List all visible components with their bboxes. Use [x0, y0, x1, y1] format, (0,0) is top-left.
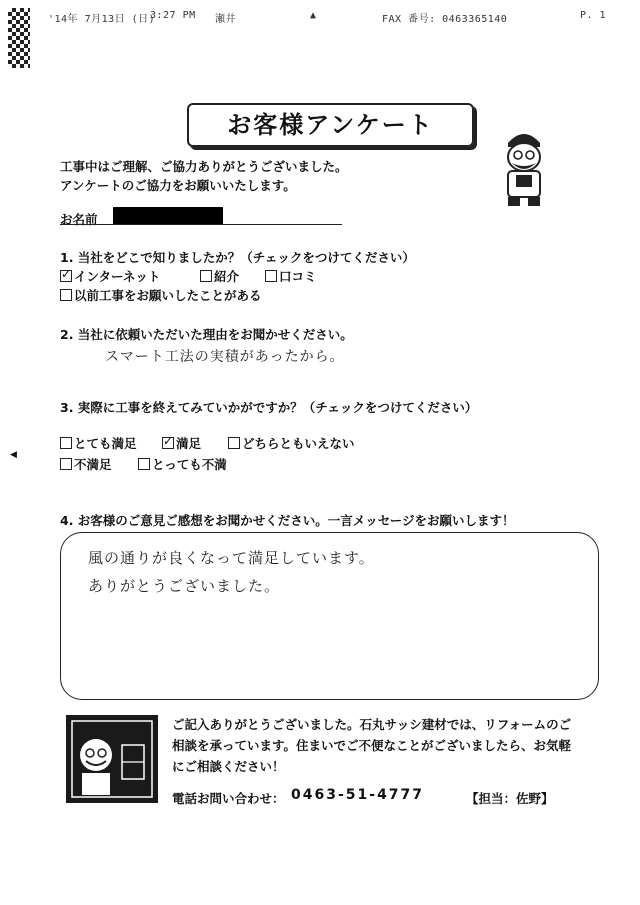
mascot-photo-icon: [66, 715, 158, 803]
checkbox-icon[interactable]: [60, 437, 72, 449]
mascot-photo: [66, 715, 158, 803]
checkbox-icon[interactable]: [265, 270, 277, 282]
q3-option-very-dissatisfied[interactable]: とっても不満: [138, 455, 227, 473]
checkbox-icon[interactable]: [60, 458, 72, 470]
q1-option-word-of-mouth[interactable]: 口コミ: [265, 267, 317, 285]
intro-line-1: 工事中はご理解、ご協力ありがとうございました。: [60, 159, 348, 174]
q3-option-satisfied[interactable]: ✓ 満足: [162, 434, 201, 452]
fax-checker-mark: [8, 8, 30, 68]
mascot-illustration: [498, 125, 550, 207]
q1-option-internet[interactable]: ✓インターネット: [60, 267, 160, 285]
fax-date: '14年 7月13日 (日): [48, 14, 156, 25]
side-arrow-icon: ◀: [10, 450, 17, 460]
checkbox-icon[interactable]: [60, 289, 72, 301]
q3-option-very-satisfied[interactable]: とても満足: [60, 434, 137, 452]
checkbox-icon[interactable]: [200, 270, 212, 282]
checkbox-icon[interactable]: [228, 437, 240, 449]
intro-line-2: アンケートのご協力をお願いいたします。: [60, 178, 296, 193]
name-underline: [60, 224, 342, 225]
checkbox-icon[interactable]: [138, 458, 150, 470]
q3-option-neutral[interactable]: どちらともいえない: [228, 434, 355, 452]
q1-option-previous-work[interactable]: 以前工事をお願いしたことがある: [60, 286, 262, 304]
name-redaction: [113, 207, 223, 224]
footer-message-line-2: 相談を承っています。住まいでご不便なことがございましたら、お気軽: [172, 738, 572, 753]
footer-phone-label: 電話お問い合わせ：: [172, 791, 285, 806]
fax-time: 3:27 PM: [150, 10, 196, 21]
q4-answer-line-2: ありがとうございました。: [88, 577, 281, 595]
page-title: お客様アンケート: [187, 103, 474, 147]
q4-answer-line-1: 風の通りが良くなって満足しています。: [88, 549, 375, 567]
checkbox-checked-icon[interactable]: [162, 437, 174, 449]
footer-message-line-1: ご記入ありがとうございました。石丸サッシ建材では、リフォームのご: [172, 717, 572, 732]
q1-question: 1. 当社をどこで知りましたか？（チェックをつけてください）: [60, 250, 415, 265]
checkbox-checked-icon[interactable]: [60, 270, 72, 282]
q2-question: 2. 当社に依頼いただいた理由をお聞かせください。: [60, 327, 353, 342]
q3-option-dissatisfied[interactable]: 不満足: [60, 455, 112, 473]
fax-page: P. 1: [580, 10, 607, 21]
name-label: お名前: [60, 212, 98, 227]
footer-phone-number[interactable]: 0463-51-4777: [291, 787, 425, 803]
footer-staff: 【担当：佐野】: [466, 791, 554, 806]
q4-question: 4. お客様のご意見ご感想をお聞かせください。一言メッセージをお願いします！: [60, 513, 515, 528]
q3-question: 3. 実際に工事を終えてみていかがですか？（チェックをつけてください）: [60, 400, 478, 415]
q1-option-referral[interactable]: 紹介: [200, 267, 239, 285]
footer-message-line-3: にご相談ください！: [172, 759, 285, 774]
q2-answer: スマート工法の実積があったから。: [105, 349, 345, 365]
fax-mark-icon: ▲: [310, 10, 317, 21]
fax-number: FAX 番号: 0463365140: [382, 14, 508, 25]
fax-sender: 瀬井: [215, 14, 236, 25]
